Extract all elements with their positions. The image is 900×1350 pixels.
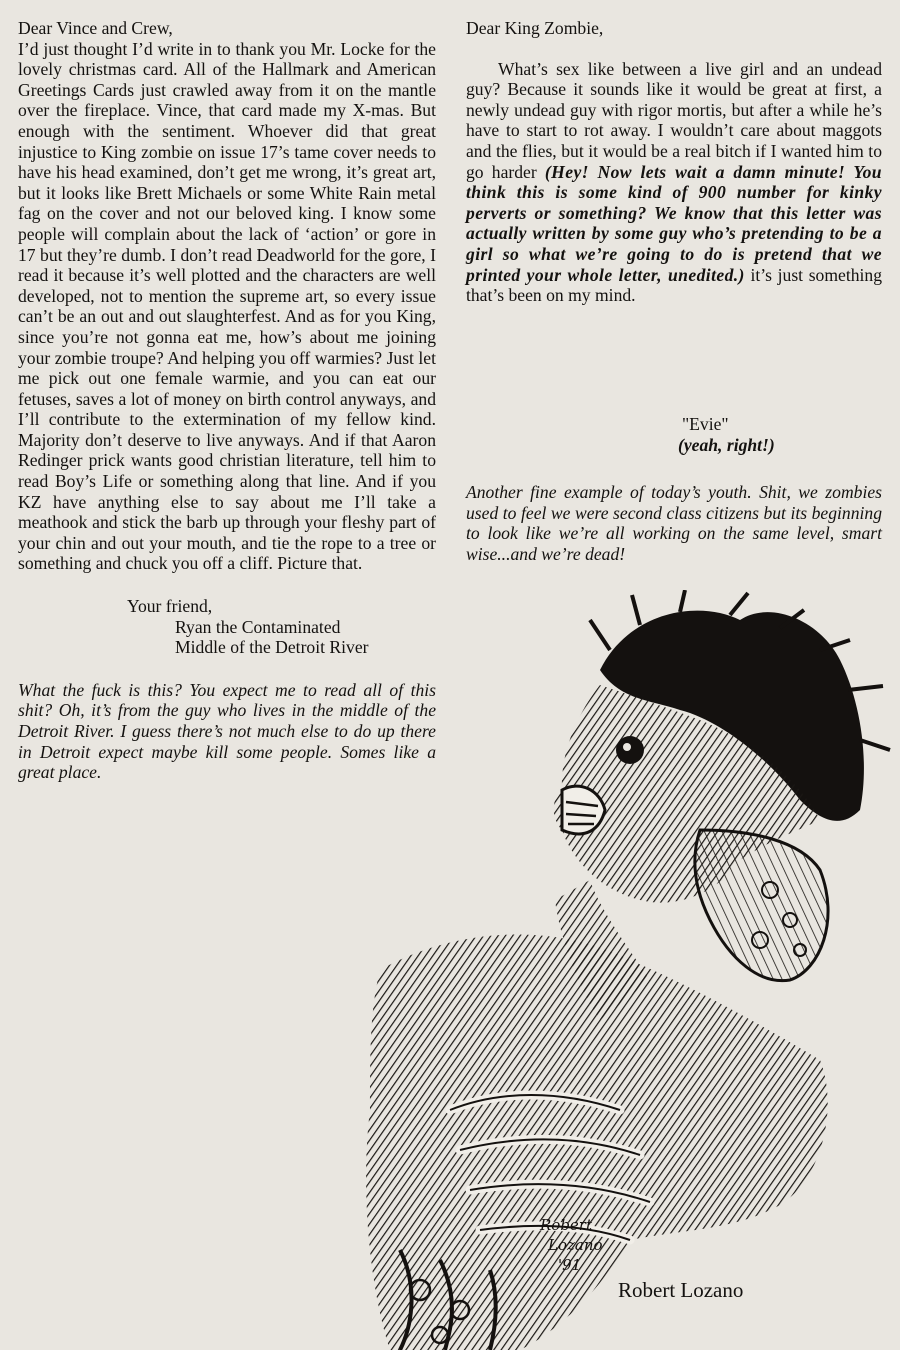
signature-last-name: Lozano xyxy=(548,1236,603,1254)
signer-name: "Evie" xyxy=(682,414,729,434)
letter-signoff xyxy=(660,414,775,455)
letter-greeting: Dear King Zombie, xyxy=(466,18,604,38)
signature-year: '91 xyxy=(558,1256,582,1274)
inline-editor-reply: (Hey! Now lets wait a damn minute! You think this is some kind of 900 number for kinky perverts or something? We know that this letter was actually written by some guy who’s pretending to be a girl so what we’re going to do is pretend that we printed your whole letter, unedited.) xyxy=(466,161,882,285)
artist-credit: Robert Lozano xyxy=(618,1278,744,1302)
body-end: it’s just something that’s been on my mind. xyxy=(466,264,883,306)
letter-evie xyxy=(466,18,882,306)
editor-reply: Another fine example of today’s youth. Shit, we zombies used to feel we were second class citizens but its beginning to look like we’re all working on the same level, smart wise...and we’re dead! xyxy=(466,482,882,564)
letter-body: I’d just thought I’d write in to thank you Mr. Locke for the lovely christmas card. All of the Hallmark and American Greetings Cards just crawled away from it on the mantle over the fireplace. Vince, that card made my X-mas. But enough with the sentiment. Whoever did that great injustice to King zombie on issue 17’s tame cover needs to have his head examined, don’t get me wrong, it’s great art, but it looks like Brett Michaels or some White Rain metal fag on the cover and not our beloved king. I know some people will complain about the lack of ‘action’ or gore in 17 but they’re dumb. I don’t read Deadworld for the gore, I read it because it’s well plotted and the characters are well developed, not to mention the supreme art, so every issue can’t be an out and out slaughterfest. And as for you King, since you’re not gonna eat me, how’s about me joining your zombie troupe? And helping you off warmies? Just let me pick out one female warmie, and you can eat our fetuses, saves a lot of money on birth control anyways, and I’ll contribute to the extermination of my fellow kind. Majority don’t deserve to live anyways. And if that Aaron Redinger prick wants good christian literature, tell him to read Boy’s Life or something along that line. And if you KZ have anything else to say about me I’ll take a meathook and stick the barb up through your fleshy part of your chin and out your mouth, and tie the rope to a tree or something and chuck you off a cliff. Picture that. xyxy=(18,38,436,574)
letter-body xyxy=(466,59,882,306)
signer-aside: (yeah, right!) xyxy=(678,434,775,455)
signoff-line: Your friend, xyxy=(127,596,213,617)
letter-greeting: Dear Vince and Crew, xyxy=(18,18,173,38)
body-start: What’s sex like between a live girl and an undead guy? Because it sounds like it would be great at first, a newly undead guy with rigor mortis, but after a while he’s have to start to rot away. I wouldn’t care about maggots and the flies, but it would be a real bitch if I wanted him to go harder xyxy=(466,58,882,182)
torso-shape xyxy=(366,935,828,1350)
editor-reply: What the fuck is this? You expect me to read all of this shit? Oh, it’s from the guy who lives in the middle of the Detroit River. I guess there’s not much else to do up there in Detroit expect maybe kill some people. Somes like a great place. xyxy=(18,679,436,783)
editor-reply-block xyxy=(466,482,882,564)
signer-location: Middle of the Detroit River xyxy=(175,637,369,658)
zombie-illustration xyxy=(300,590,900,1350)
signature-first-name: Robert xyxy=(540,1216,593,1234)
signer-name: Ryan the Contaminated xyxy=(175,616,341,637)
beard-shape xyxy=(695,830,828,981)
